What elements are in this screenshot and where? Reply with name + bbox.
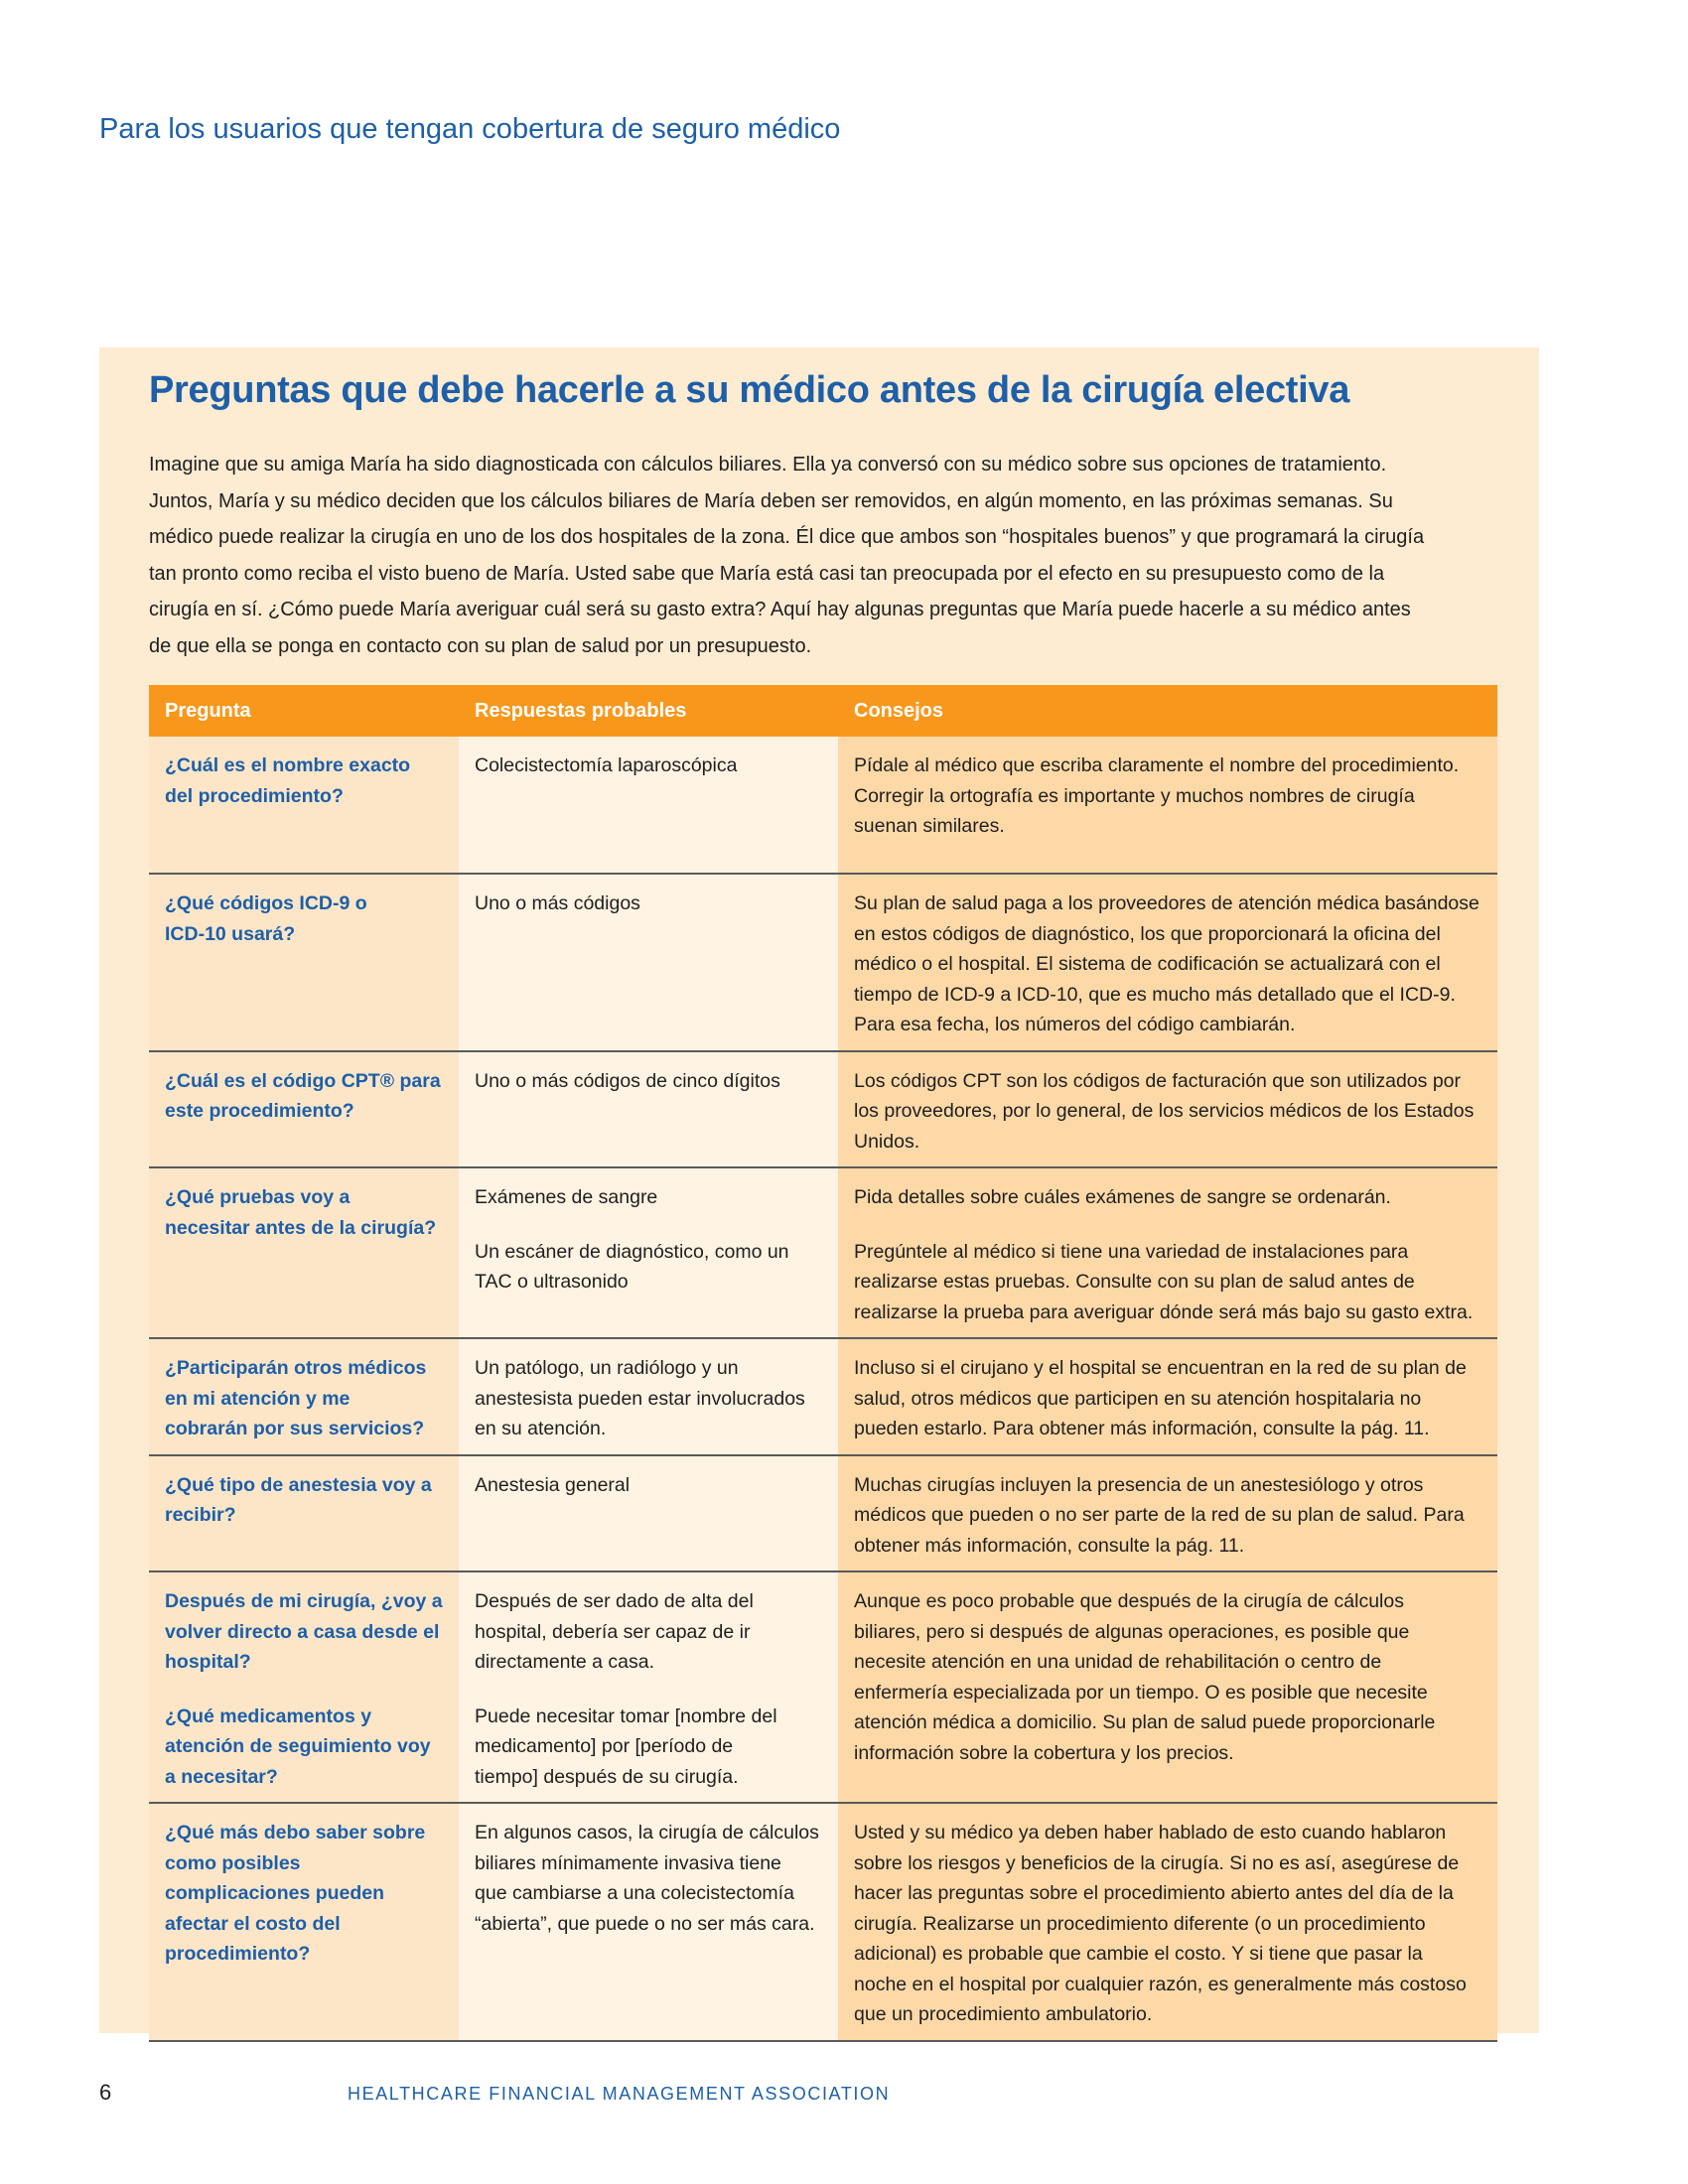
answer-cell [459,1571,838,1803]
tip-cell [838,1803,1497,2041]
answer-cell [459,737,838,874]
tip-cell-paragraph: Muchas cirugías incluyen la presencia de un anestesiólogo y otros médicos que pueden o no ser parte de la red de su plan de salud. Para obtener más información, consulte la pág. 11. [854,1473,1465,1557]
table-row [149,1455,1497,1572]
column-header-tips: Consejos [838,685,1497,737]
column-header-question: Pregunta [149,685,459,737]
answer-cell [459,1051,838,1168]
question-cell [149,1455,459,1572]
answer-cell [459,1803,838,2041]
tip-cell [838,737,1497,874]
table-row [149,1571,1497,1803]
table-row [149,1338,1497,1455]
question-cell-paragraph: ¿Cuál es el código CPT® para este procedimiento? [165,1069,441,1122]
question-cell [149,1571,459,1803]
tip-cell-paragraph: Pida detalles sobre cuáles exámenes de sangre se ordenarán. [854,1186,1391,1208]
answer-cell-paragraph: Un patólogo, un radiólogo y un anestesista pueden estar involucrados en su atención. [475,1357,805,1439]
answer-cell-paragraph: Exámenes de sangre [475,1186,658,1208]
answer-cell-paragraph: Después de ser dado de alta del hospital, debería ser capaz de ir directamente a casa. [475,1590,754,1673]
answer-cell-paragraph: Un escáner de diagnóstico, como un TAC o ultrasonido [475,1240,789,1293]
tip-cell [838,1051,1497,1168]
table-row [149,1803,1497,2041]
tip-cell-paragraph: Su plan de salud paga a los proveedores de atención médica basándose en estos códigos de diagnóstico, los que proporcionará la oficina del médico o el hospital. El sistema de codificación se actualizará con el tiempo de ICD-9 a ICD-10, que es mucho más detallado que el ICD-9. Para esa fecha, los números del código cambiarán. [854,892,1479,1035]
question-cell-paragraph: ¿Participarán otros médicos en mi atención y me cobrarán por sus servicios? [165,1357,427,1439]
table-row [149,737,1497,874]
tip-cell-paragraph: Pregúntele al médico si tiene una variedad de instalaciones para realizarse estas pruebas. Consulte con su plan de salud antes de realizarse la prueba para averiguar dónde será más bajo su gasto extra. [854,1240,1474,1323]
tip-cell [838,1167,1497,1338]
table-row [149,1167,1497,1338]
answer-cell-paragraph: Uno o más códigos [475,892,640,914]
answer-cell [459,1167,838,1338]
question-cell [149,737,459,874]
tip-cell-paragraph: Aunque es poco probable que después de la cirugía de cálculos biliares, pero si después de algunas operaciones, es posible que necesite atención en una unidad de rehabilitación o centro de enfermería especializada por un tiempo. O es posible que necesite atención médica a domicilio. Su plan de salud puede proporcionarle información sobre la cobertura y los precios. [854,1590,1436,1764]
question-cell [149,1803,459,2041]
questions-panel [99,347,1539,2033]
answer-cell-paragraph: En algunos casos, la cirugía de cálculos biliares mínimamente invasiva tiene que cambiarse a una colecistectomía “abierta”, que puede o no ser más cara. [475,1822,819,1935]
table-header-row [149,685,1497,737]
footer-organization: HEALTHCARE FINANCIAL MANAGEMENT ASSOCIATION [348,2084,891,2104]
question-cell-paragraph: ¿Qué más debo saber sobre como posibles complicaciones pueden afectar el costo del procedimiento? [165,1822,426,1965]
panel-intro: Imagine que su amiga María ha sido diagnosticada con cálculos biliares. Ella ya conversó con su médico sobre sus opciones de tratamiento. Juntos, María y su médico deciden que los cálculos biliares de María deben ser removidos, en algún momento, en las próximas semanas. Su médico puede realizar la cirugía en uno de los dos hospitales de la zona. Él dice que ambos son “hospitales buenos” y que programará la cirugía tan pronto como reciba el visto bueno de María. Usted sabe que María está casi tan preocupada por el efecto en su presupuesto como de la cirugía en sí. ¿Cómo puede María averiguar cuál será su gasto extra? Aquí hay algunas preguntas que María puede hacerle a su médico antes de que ella se ponga en contacto con su plan de salud por un presupuesto. [149,454,1425,657]
tip-cell [838,1571,1497,1803]
column-header-answers: Respuestas probables [459,685,838,737]
question-cell-paragraph: ¿Qué medicamentos y atención de seguimiento voy a necesitar? [165,1705,431,1788]
answer-cell [459,874,838,1051]
tip-cell [838,874,1497,1051]
table-row [149,1051,1497,1168]
question-cell [149,1051,459,1168]
question-cell-paragraph: ¿Qué códigos ICD-9 o ICD-10 usará? [165,892,367,945]
tip-cell-paragraph: Pídale al médico que escriba claramente el nombre del procedimiento. Corregir la ortografía es importante y muchos nombres de cirugía suenan similares. [854,754,1460,837]
question-cell-paragraph: Después de mi cirugía, ¿voy a volver directo a casa desde el hospital? [165,1590,443,1673]
page-header: Para los usuarios que tengan cobertura de seguro médico [99,113,841,145]
table-body [149,737,1497,2041]
question-cell [149,1338,459,1455]
questions-table [149,685,1497,2042]
question-cell [149,874,459,1051]
answer-cell-paragraph: Uno o más códigos de cinco dígitos [475,1069,780,1092]
question-cell [149,1167,459,1338]
tip-cell-paragraph: Usted y su médico ya deben haber hablado de esto cuando hablaron sobre los riesgos y beneficios de la cirugía. Si no es así, asegúrese de hacer las preguntas sobre el procedimiento abierto antes del día de la cirugía. Realizarse un procedimiento diferente (o un procedimiento adicional) es probable que cambie el costo. Y si tiene que pasar la noche en el hospital por cualquier razón, es generalmente más costoso que un procedimiento ambulatorio. [854,1822,1467,2025]
answer-cell-paragraph: Puede necesitar tomar [nombre del medicamento] por [período de tiempo] después de su cirugía. [475,1705,777,1788]
question-cell-paragraph: ¿Qué pruebas voy a necesitar antes de la cirugía? [165,1186,437,1239]
answer-cell-paragraph: Colecistectomía laparoscópica [475,754,738,776]
tip-cell [838,1455,1497,1572]
page-number: 6 [99,2080,112,2105]
question-cell-paragraph: ¿Cuál es el nombre exacto del procedimiento? [165,754,411,807]
answer-cell-paragraph: Anestesia general [475,1473,631,1496]
tip-cell-paragraph: Incluso si el cirujano y el hospital se encuentran en la red de su plan de salud, otros médicos que participen en su atención hospitalaria no pueden estarlo. Para obtener más información, consulte la pág. 11. [854,1357,1467,1439]
answer-cell [459,1338,838,1455]
tip-cell [838,1338,1497,1455]
table-row [149,874,1497,1051]
panel-title: Preguntas que debe hacerle a su médico antes de la cirugía electiva [149,369,1350,411]
question-cell-paragraph: ¿Qué tipo de anestesia voy a recibir? [165,1473,432,1526]
answer-cell [459,1455,838,1572]
tip-cell-paragraph: Los códigos CPT son los códigos de facturación que son utilizados por los proveedores, por lo general, de los servicios médicos de los Estados Unidos. [854,1069,1475,1153]
